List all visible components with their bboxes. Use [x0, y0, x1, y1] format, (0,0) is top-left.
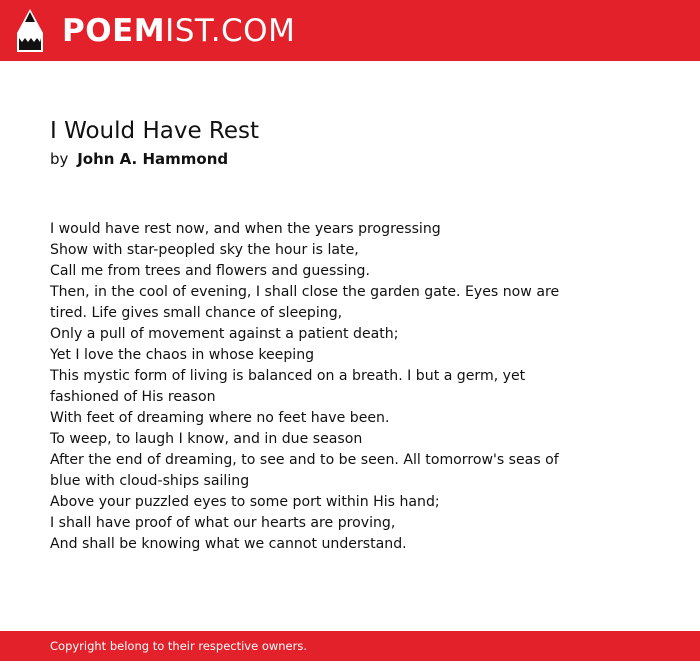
byline	[50, 148, 228, 170]
pencil-icon[interactable]	[17, 9, 43, 52]
poem-title: I Would Have Rest	[50, 118, 259, 144]
poem-line: Show with star-peopled sky the hour is late,	[50, 242, 359, 258]
site-logo[interactable]	[62, 11, 295, 51]
site-footer	[0, 631, 700, 661]
poem-line: This mystic form of living is balanced on a breath. I but a germ, yet	[50, 368, 526, 384]
by-label: by	[50, 150, 69, 168]
poem-line: I would have rest now, and when the years progressing	[50, 221, 441, 237]
poem-line: Call me from trees and flowers and guessing.	[50, 263, 370, 279]
poem-line: fashioned of His reason	[50, 389, 216, 405]
poem-body	[50, 219, 570, 555]
poem-line: Only a pull of movement against a patient death;	[50, 326, 399, 342]
poem-line: To weep, to laugh I know, and in due season	[50, 431, 363, 447]
author-name: John A. Hammond	[77, 150, 229, 168]
poem-line: After the end of dreaming, to see and to be seen. All tomorrow's seas of	[50, 452, 559, 468]
copyright-notice: Copyright belong to their respective owners.	[50, 639, 308, 653]
poem-line: Then, in the cool of evening, I shall close the garden gate. Eyes now are	[50, 284, 560, 300]
poem-line: And shall be knowing what we cannot understand.	[50, 536, 407, 552]
site-header	[0, 0, 700, 61]
poem-line: Above your puzzled eyes to some port within His hand;	[50, 494, 440, 510]
poem-line: tired. Life gives small chance of sleeping,	[50, 305, 343, 321]
poem-line: Yet I love the chaos in whose keeping	[50, 347, 315, 363]
poem-line: With feet of dreaming where no feet have been.	[50, 410, 390, 426]
logo-bold-part: POEM	[62, 13, 166, 49]
poem-line: blue with cloud-ships sailing	[50, 473, 250, 489]
logo-light-part: IST.COM	[165, 13, 296, 49]
poem-line: I shall have proof of what our hearts are proving,	[50, 515, 396, 531]
